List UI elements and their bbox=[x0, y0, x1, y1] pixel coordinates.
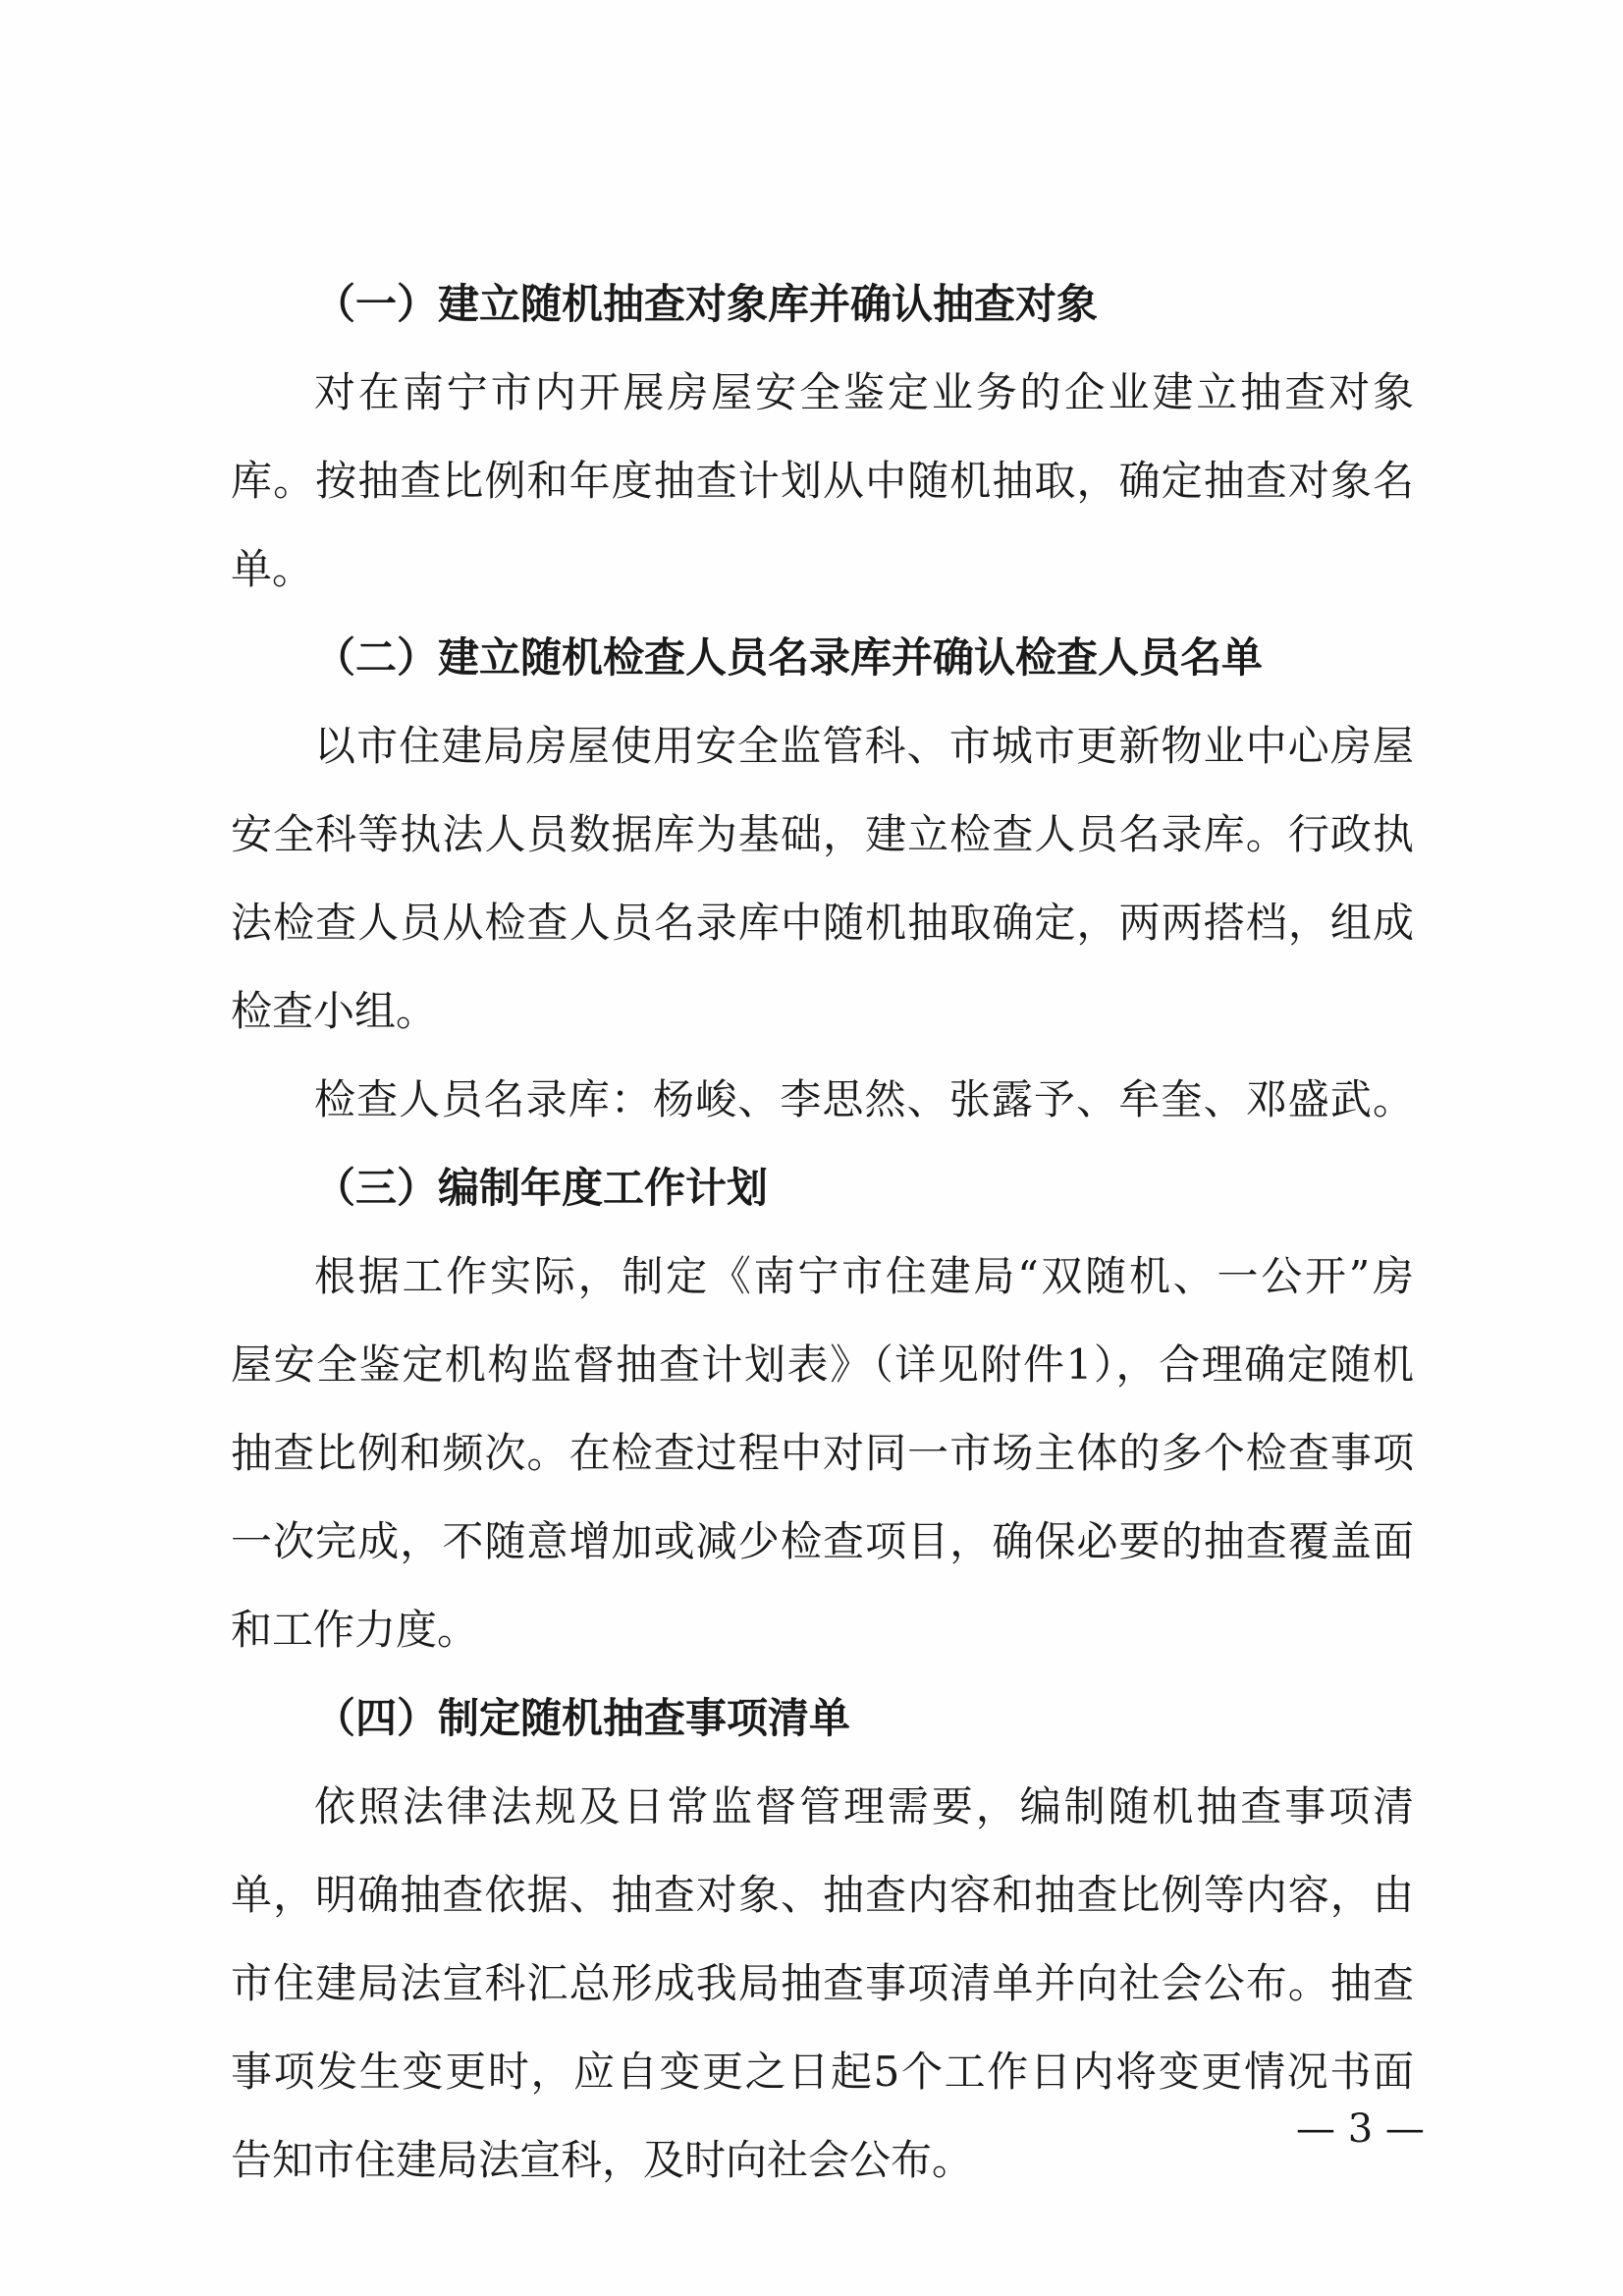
paragraph-line: 法检查人员从检查人员名录库中随机抽取确定，两两搭档，组成 bbox=[231, 899, 1414, 947]
section-heading-1: （一）建立随机抽查对象库并确认抽查对象 bbox=[314, 280, 1099, 328]
paragraph-line: 库。按抽查比例和年度抽查计划从中随机抽取，确定抽查对象名 bbox=[231, 457, 1414, 505]
paragraph-line: 抽查比例和频次。在检查过程中对同一市场主体的多个检查事项 bbox=[231, 1429, 1414, 1477]
inspector-roster-line: 检查人员名录库：杨峻、李思然、张露予、牟奎、邓盛武。 bbox=[314, 1075, 1414, 1123]
paragraph-line: 事项发生变更时，应自变更之日起5个工作日内将变更情况书面 bbox=[231, 2048, 1414, 2096]
paragraph-line: 安全科等执法人员数据库为基础，建立检查人员名录库。行政执 bbox=[231, 810, 1414, 858]
section-heading-4: （四）制定随机抽查事项清单 bbox=[314, 1694, 851, 1742]
paragraph-line: 单，明确抽查依据、抽查对象、抽查内容和抽查比例等内容，由 bbox=[231, 1871, 1414, 1919]
paragraph-line: 告知市住建局法宣科，及时向社会公布。 bbox=[231, 2136, 974, 2184]
page-number: — 3 — bbox=[1296, 2106, 1425, 2152]
section-heading-2: （二）建立随机检查人员名录库并确认检查人员名单 bbox=[314, 633, 1264, 682]
paragraph-line: 市住建局法宣科汇总形成我局抽查事项清单并向社会公布。抽查 bbox=[231, 1959, 1414, 2007]
paragraph-line: 一次完成，不随意增加或减少检查项目，确保必要的抽查覆盖面 bbox=[231, 1517, 1414, 1565]
paragraph-line: 对在南宁市内开展房屋安全鉴定业务的企业建立抽查对象 bbox=[314, 368, 1414, 416]
paragraph-line: 屋安全鉴定机构监督抽查计划表》（详见附件1），合理确定随机 bbox=[231, 1340, 1414, 1389]
paragraph-line: 依照法律法规及日常监督管理需要，编制随机抽查事项清 bbox=[314, 1782, 1414, 1831]
section-heading-3: （三）编制年度工作计划 bbox=[314, 1164, 769, 1212]
paragraph-line: 单。 bbox=[231, 545, 314, 593]
paragraph-line: 根据工作实际，制定《南宁市住建局“双随机、一公开”房 bbox=[314, 1252, 1414, 1300]
paragraph-line: 和工作力度。 bbox=[231, 1606, 479, 1654]
paragraph-line: 检查小组。 bbox=[231, 987, 438, 1035]
paragraph-line: 以市住建局房屋使用安全监管科、市城市更新物业中心房屋 bbox=[314, 722, 1414, 770]
